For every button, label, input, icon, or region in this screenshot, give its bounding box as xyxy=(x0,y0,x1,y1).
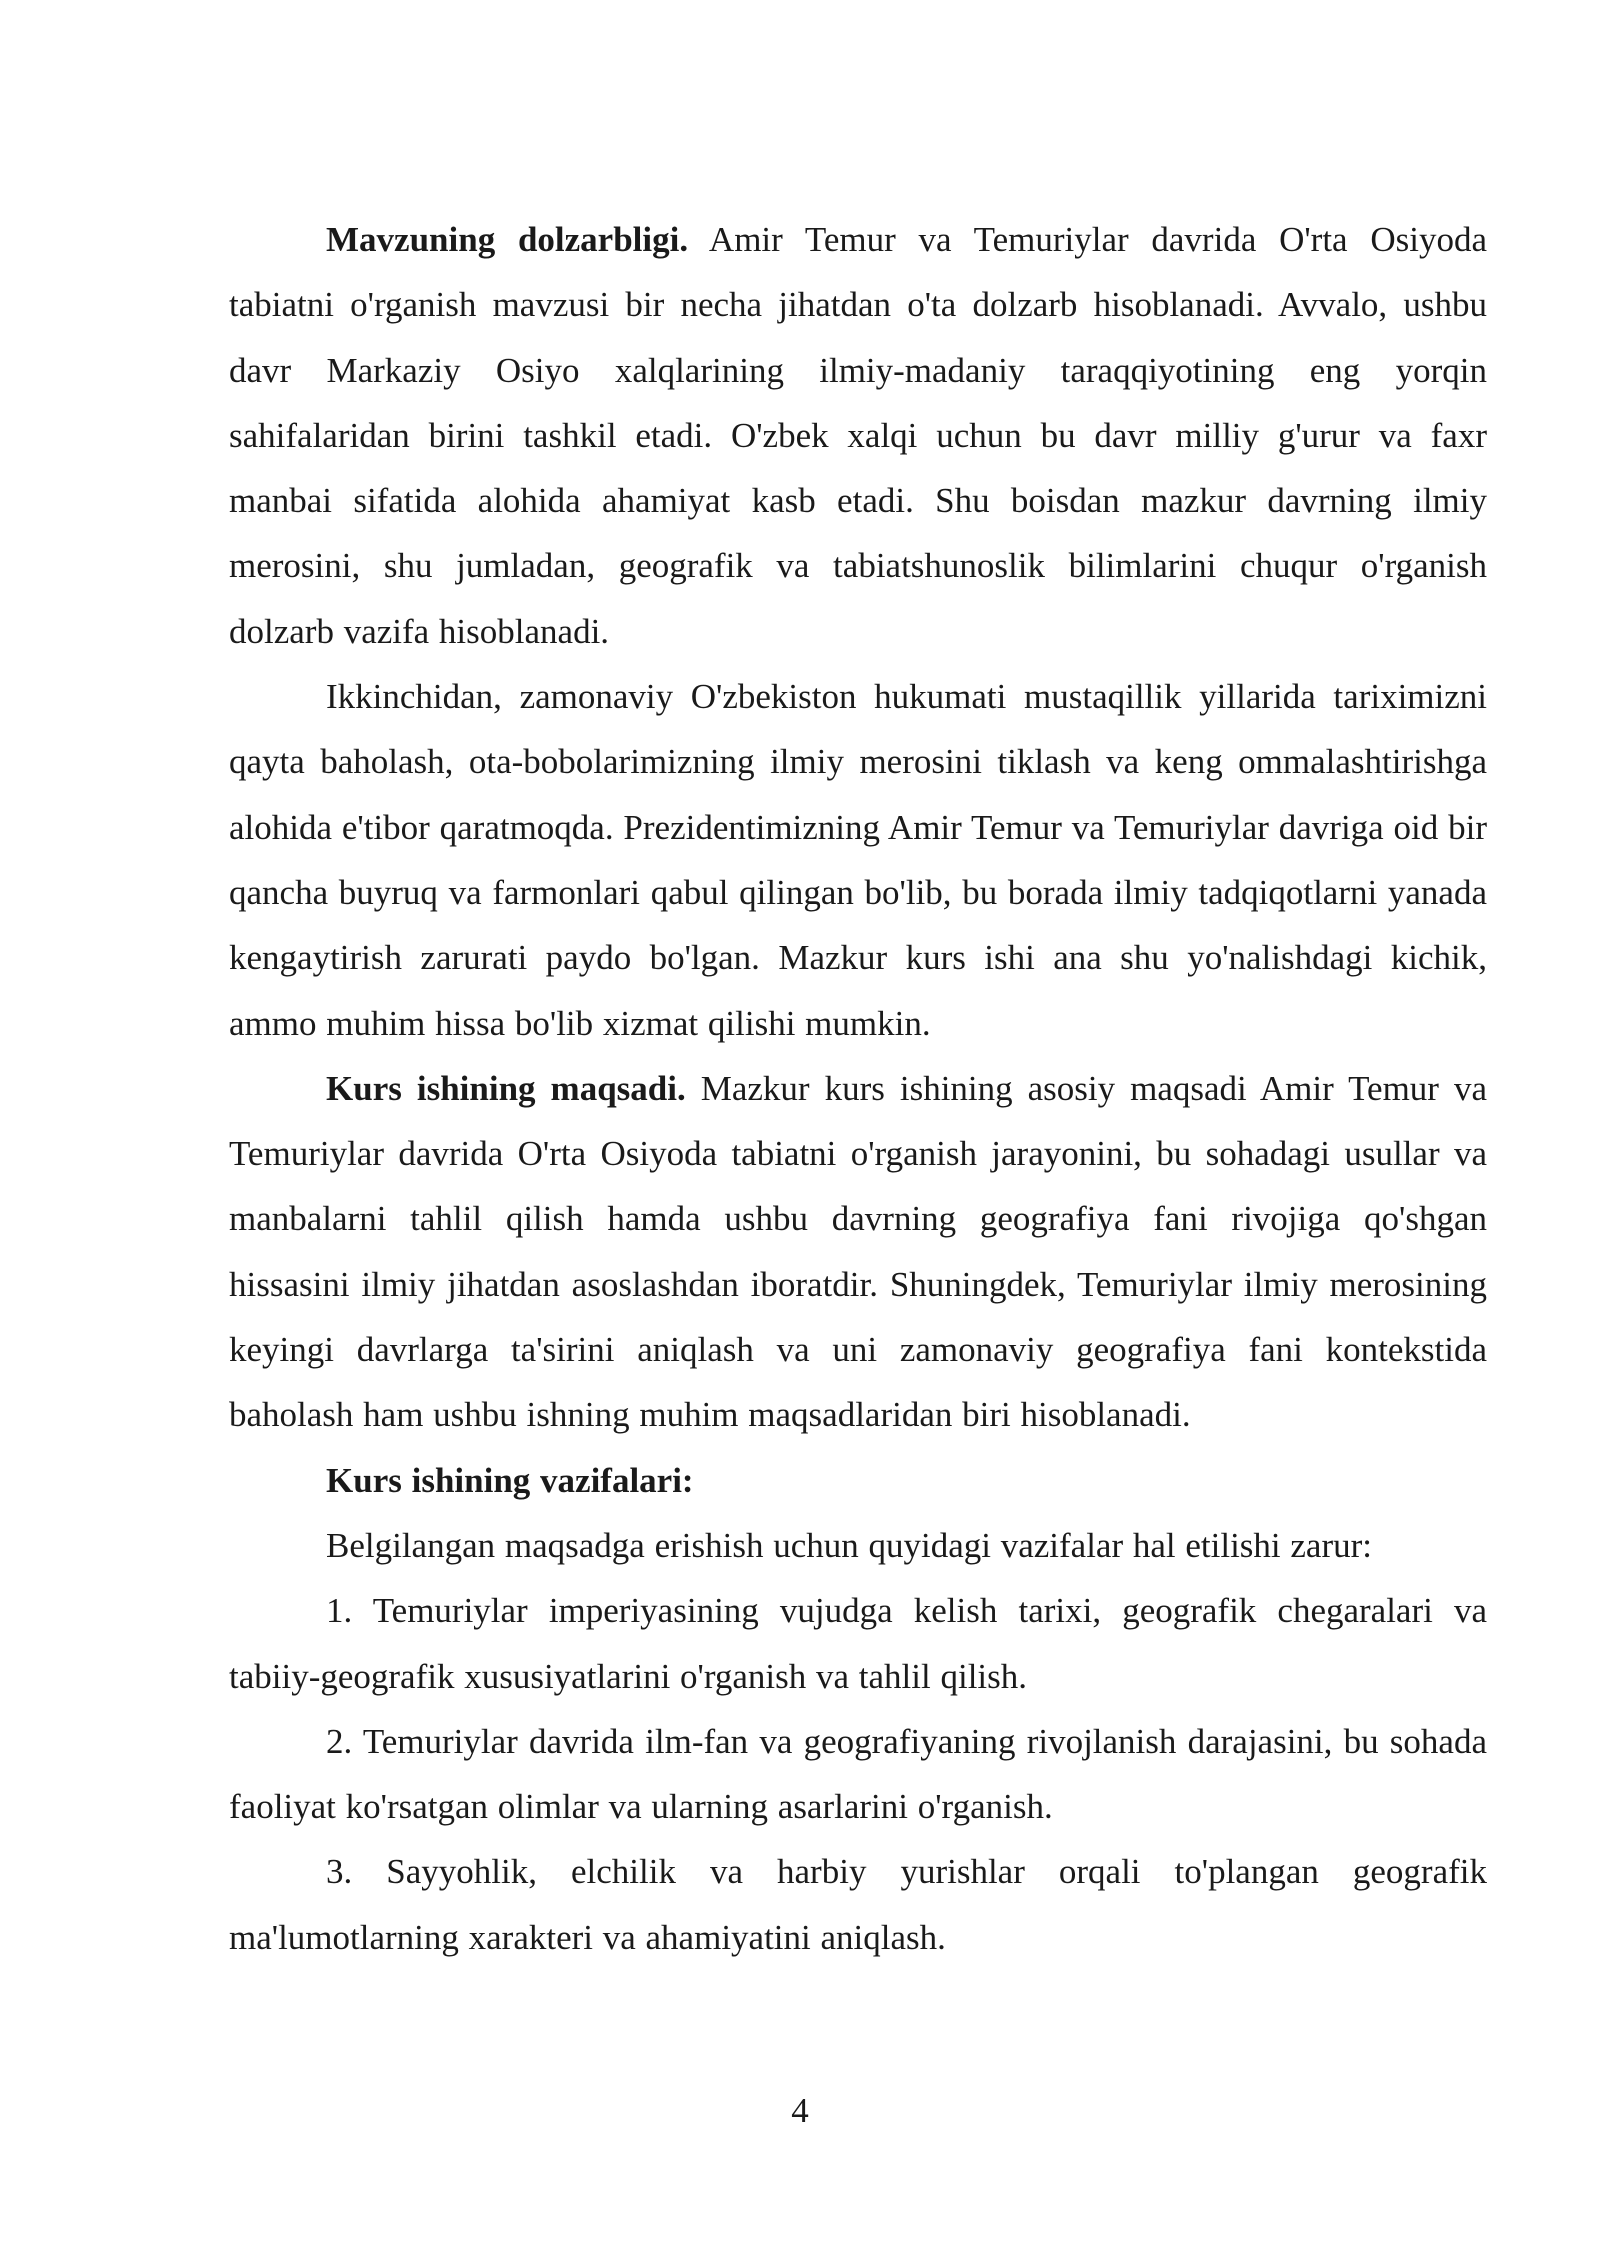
heading-tasks: Kurs ishining vazifalari: xyxy=(326,1460,694,1500)
paragraph-tasks-intro xyxy=(229,1513,1487,1578)
paragraph-text: Amir Temur va Temuriylar davrida O'rta Osiyoda tabiatni o'rganish mavzusi bir necha jihatdan o'ta dolzarb hisoblanadi. Avvalo, ushbu davr Markaziy Osiyo xalqlarining ilmiy-madaniy taraqqiyotining eng yorqin sahifalaridan birini tashkil etadi. O'zbek xalqi uchun bu davr milliy g'urur va faxr manbai sifatida alohida ahamiyat kasb etadi. Shu boisdan mazkur davrning ilmiy merosini, shu jumladan, geografik va tabiatshunoslik bilimlarini chuqur o'rganish dolzarb vazifa hisoblanadi. xyxy=(229,220,1487,651)
document-body xyxy=(229,207,1487,1970)
paragraph-tasks-heading xyxy=(229,1448,1487,1513)
paragraph-text: 3. Sayyohlik, elchilik va harbiy yurishlar orqali to'plangan geografik ma'lumotlarning xarakteri va ahamiyatini aniqlash. xyxy=(229,1852,1487,1957)
heading-goal: Kurs ishining maqsadi. xyxy=(326,1068,686,1108)
list-item-task-2 xyxy=(229,1709,1487,1840)
paragraph-text: Mazkur kurs ishining asosiy maqsadi Amir Temur va Temuriylar davrida O'rta Osiyoda tabiatni o'rganish jarayonini, bu sohadagi usullar va manbalarni tahlil qilish hamda ushbu davrning geografiya fani rivojiga qo'shgan hissasini ilmiy jihatdan asoslashdan iboratdir. Shuningdek, Temuriylar ilmiy merosining keyingi davrlarga ta'sirini aniqlash va uni zamonaviy geografiya fani kontekstida baholash ham ushbu ishning muhim maqsadlaridan biri hisoblanadi. xyxy=(229,1068,1487,1435)
page-number: 4 xyxy=(791,2091,809,2130)
paragraph-secondly xyxy=(229,664,1487,1056)
list-item-task-3 xyxy=(229,1839,1487,1970)
paragraph-relevance xyxy=(229,207,1487,664)
paragraph-text: 2. Temuriylar davrida ilm-fan va geografiyaning rivojlanish darajasini, bu sohada faoliyat ko'rsatgan olimlar va ularning asarlarini o'rganish. xyxy=(229,1721,1487,1827)
paragraph-goal xyxy=(229,1056,1487,1448)
paragraph-text: Belgilangan maqsadga erishish uchun quyidagi vazifalar hal etilishi zarur: xyxy=(326,1525,1373,1565)
paragraph-text: Ikkinchidan, zamonaviy O'zbekiston hukumati mustaqillik yillarida tariximizni qayta baholash, ota-bobolarimizning ilmiy merosini tiklash va keng ommalashtirishga alohida e'tibor qaratmoqda. Prezidentimizning Amir Temur va Temuriylar davriga oid bir qancha buyruq va farmonlari qabul qilingan bo'lib, bu borada ilmiy tadqiqotlarni yanada kengaytirish zarurati paydo bo'lgan. Mazkur kurs ishi ana shu yo'nalishdagi kichik, ammo muhim hissa bo'lib xizmat qilishi mumkin. xyxy=(229,677,1487,1043)
heading-relevance: Mavzuning dolzarbligi. xyxy=(326,220,689,259)
list-item-task-1 xyxy=(229,1578,1487,1709)
paragraph-text: 1. Temuriylar imperiyasining vujudga kelish tarixi, geografik chegaralari va tabiiy-geografik xususiyatlarini o'rganish va tahlil qilish. xyxy=(229,1591,1487,1696)
